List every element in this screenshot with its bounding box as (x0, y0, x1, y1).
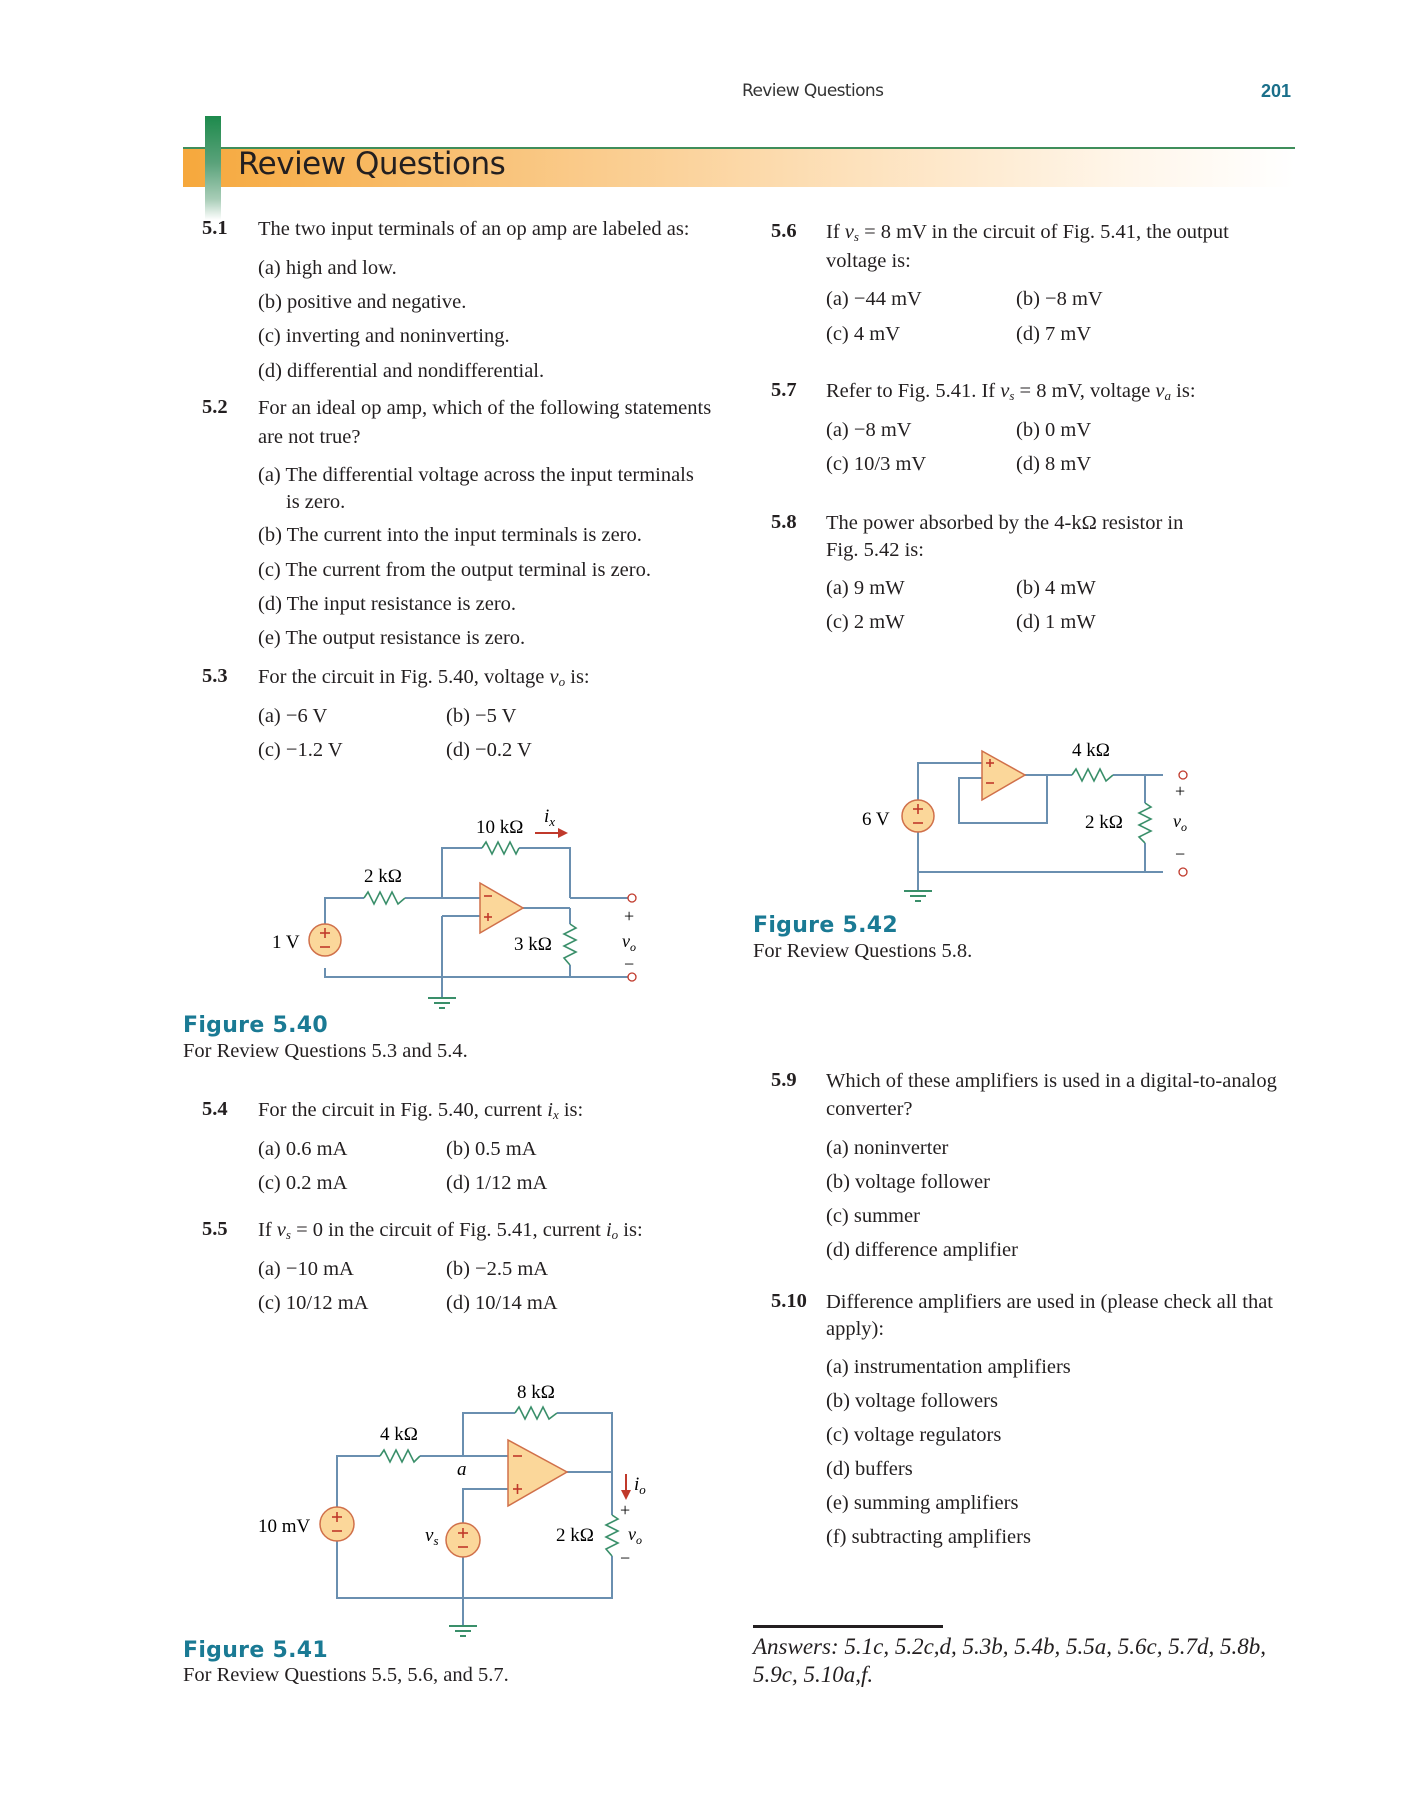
option: (e) The output resistance is zero. (258, 627, 526, 649)
option: (b) 4 mW (1016, 577, 1096, 599)
output-label: $v_o$ (622, 931, 636, 954)
ground-icon (428, 998, 456, 1008)
text: Refer to Fig. 5.41. If (826, 380, 1001, 402)
var: v (549, 666, 559, 688)
source-label: 1 V (272, 932, 300, 953)
var: v (1155, 380, 1165, 402)
running-header: Review Questions (742, 81, 884, 101)
option: (b) −5 V (446, 705, 517, 727)
option: (b) The current into the input terminals is zero. (258, 524, 642, 546)
option: (d) −0.2 V (446, 739, 532, 761)
sub: s (1009, 388, 1015, 403)
node-label: a (457, 1459, 467, 1480)
figure-label: Figure 5.42 (753, 913, 898, 938)
page-number: 201 (1261, 81, 1292, 101)
option: (d) buffers (826, 1458, 913, 1480)
sub: x (552, 1107, 559, 1122)
plus-sign: + (624, 906, 635, 926)
option: (c) voltage regulators (826, 1424, 1002, 1446)
option: (d) difference amplifier (826, 1239, 1018, 1261)
option: (d) 10/14 mA (446, 1292, 558, 1314)
figure-caption: For Review Questions 5.3 and 5.4. (183, 1040, 468, 1062)
question-text (258, 1098, 583, 1127)
question-text-cont: Fig. 5.42 is: (826, 539, 924, 561)
option: (a) instrumentation amplifiers (826, 1356, 1071, 1378)
text: = 0 in the circuit of Fig. 5.41, current (290, 1219, 606, 1241)
option: (d) 1/12 mA (446, 1172, 548, 1194)
text: If (258, 1219, 277, 1241)
text: is: (558, 1099, 584, 1121)
option: (d) differential and nondifferential. (258, 360, 545, 382)
resistor-2k (364, 892, 405, 904)
terminal-bottom (628, 973, 636, 981)
option: (a) −44 mV (826, 288, 922, 310)
var: i (605, 1219, 612, 1241)
current-arrow-head (621, 1490, 631, 1500)
plus-sign: + (620, 1500, 631, 1520)
resistor-2k (606, 1515, 618, 1556)
option: (c) 10/12 mA (258, 1292, 369, 1314)
terminal-top (1179, 771, 1187, 779)
option: (c) 2 mW (826, 611, 905, 633)
option: (b) −2.5 mA (446, 1258, 549, 1280)
option: (c) summer (826, 1205, 920, 1227)
question-number: 5.9 (771, 1069, 797, 1091)
wires (337, 1413, 612, 1625)
resistor-4k (1072, 769, 1113, 781)
plus-sign: + (1175, 781, 1186, 801)
question-number: 5.10 (771, 1290, 807, 1312)
terminal-top (628, 894, 636, 902)
ground-icon (904, 891, 932, 901)
resistor-4k (380, 1450, 420, 1462)
resistor-label-2k: 2 kΩ (364, 866, 402, 887)
sub: s (853, 229, 859, 244)
wires (918, 763, 1163, 890)
question-number: 5.4 (202, 1098, 228, 1120)
var: v (276, 1219, 286, 1241)
question-number: 5.7 (771, 379, 797, 401)
sub: o (611, 1227, 619, 1242)
resistor-8k (515, 1407, 557, 1419)
text: is: (1171, 380, 1196, 402)
resistor-label-2k: 2 kΩ (556, 1525, 594, 1546)
opamp-icon (480, 883, 523, 933)
question-number: 5.6 (771, 220, 797, 242)
opamp-icon (508, 1440, 567, 1506)
option: (c) inverting and noninverting. (258, 325, 510, 347)
option: (f) subtracting amplifiers (826, 1526, 1031, 1548)
resistor-10k (482, 842, 519, 854)
question-number: 5.1 (202, 217, 228, 239)
option-cont: is zero. (286, 491, 346, 513)
resistor-label-4k: 4 kΩ (380, 1424, 418, 1445)
current-arrow-head (558, 828, 568, 838)
option: (d) The input resistance is zero. (258, 593, 517, 615)
question-text (258, 1218, 643, 1247)
text: For the circuit in Fig. 5.40, voltage (258, 666, 550, 688)
option: (d) 7 mV (1016, 323, 1092, 345)
var: i (547, 1099, 553, 1121)
sub: o (558, 674, 566, 689)
option: (d) 1 mW (1016, 611, 1096, 633)
option: (a) The differential voltage across the input terminals (258, 464, 694, 486)
source-label: 10 mV (258, 1516, 311, 1537)
resistor-2k (1139, 803, 1151, 843)
option: (b) 0 mV (1016, 419, 1092, 441)
question-text: The two input terminals of an op amp are labeled as: (258, 218, 690, 240)
voltage-source-icon (320, 1507, 354, 1541)
question-text-cont: are not true? (258, 426, 361, 448)
question-number: 5.2 (202, 396, 228, 418)
option: (b) positive and negative. (258, 291, 467, 313)
ground-icon (449, 1626, 477, 1636)
voltage-source-icon (309, 924, 341, 956)
sub: a (1164, 388, 1172, 403)
text: is: (618, 1219, 643, 1241)
resistor-3k (564, 924, 576, 965)
option: (d) 8 mV (1016, 453, 1092, 475)
voltage-source-icon (902, 800, 934, 832)
question-number: 5.8 (771, 511, 797, 533)
output-label: $v_o$ (1173, 811, 1187, 834)
answers-line-2: 5.9c, 5.10a,f. (753, 1662, 874, 1687)
answers-rule (753, 1625, 943, 1628)
minus-sign: − (624, 954, 635, 974)
var: v (844, 221, 854, 243)
option: (a) high and low. (258, 257, 397, 279)
figure-label: Figure 5.40 (183, 1013, 328, 1038)
question-text: Difference amplifiers are used in (please check all that (826, 1291, 1273, 1313)
question-text-cont: apply): (826, 1318, 885, 1340)
option: (a) −8 mV (826, 419, 912, 441)
sub: s (285, 1227, 291, 1242)
text: For the circuit in Fig. 5.40, current (258, 1099, 548, 1121)
minus-sign: − (1175, 844, 1186, 864)
resistor-label-4k: 4 kΩ (1072, 740, 1110, 761)
option: (a) −10 mA (258, 1258, 354, 1280)
figure-caption: For Review Questions 5.8. (753, 940, 973, 962)
question-text-cont: voltage is: (826, 250, 911, 272)
option: (a) −6 V (258, 705, 328, 727)
answers-line-1: Answers: 5.1c, 5.2c,d, 5.3b, 5.4b, 5.5a, 5.6c, 5.7d, 5.8b, (753, 1634, 1266, 1659)
figure-caption: For Review Questions 5.5, 5.6, and 5.7. (183, 1664, 509, 1686)
option: (a) 0.6 mA (258, 1138, 348, 1160)
section-title: Review Questions (238, 146, 506, 182)
option: (e) summing amplifiers (826, 1492, 1019, 1514)
option: (b) 0.5 mA (446, 1138, 537, 1160)
resistor-label-2k: 2 kΩ (1085, 812, 1123, 833)
question-text: The power absorbed by the 4-kΩ resistor in (826, 512, 1184, 534)
question-number: 5.5 (202, 1218, 228, 1240)
question-text (826, 220, 1229, 249)
option: (a) noninverter (826, 1137, 949, 1159)
terminal-bottom (1179, 868, 1187, 876)
var: v (1000, 380, 1010, 402)
resistor-label-3k: 3 kΩ (514, 934, 552, 955)
resistor-label-10k: 10 kΩ (476, 817, 524, 838)
minus-sign: − (620, 1548, 631, 1568)
option: (b) voltage follower (826, 1171, 990, 1193)
option: (a) 9 mW (826, 577, 905, 599)
option: (c) 4 mV (826, 323, 901, 345)
question-text: For an ideal op amp, which of the following statements (258, 397, 712, 419)
option: (c) 0.2 mA (258, 1172, 348, 1194)
text: If (826, 221, 845, 243)
option: (c) The current from the output terminal is zero. (258, 559, 651, 581)
current-label: $i_x$ (544, 806, 556, 829)
option: (b) voltage followers (826, 1390, 998, 1412)
source-vs-label: $v_s$ (425, 1525, 439, 1548)
text: = 8 mV in the circuit of Fig. 5.41, the output (858, 221, 1229, 243)
option: (c) 10/3 mV (826, 453, 927, 475)
option: (b) −8 mV (1016, 288, 1103, 310)
question-text-cont: converter? (826, 1098, 913, 1120)
source-label: 6 V (862, 809, 890, 830)
option: (c) −1.2 V (258, 739, 343, 761)
text: is: (565, 666, 590, 688)
question-text (826, 379, 1196, 408)
opamp-icon (982, 751, 1025, 800)
question-number: 5.3 (202, 665, 228, 687)
question-text: Which of these amplifiers is used in a digital-to-analog (826, 1070, 1277, 1092)
current-label: $i_o$ (634, 1474, 646, 1497)
voltage-source-vs-icon (446, 1523, 480, 1557)
resistor-label-8k: 8 kΩ (517, 1382, 555, 1403)
figure-label: Figure 5.41 (183, 1638, 328, 1663)
text: = 8 mV, voltage (1014, 380, 1156, 402)
output-label: $v_o$ (628, 1524, 642, 1547)
